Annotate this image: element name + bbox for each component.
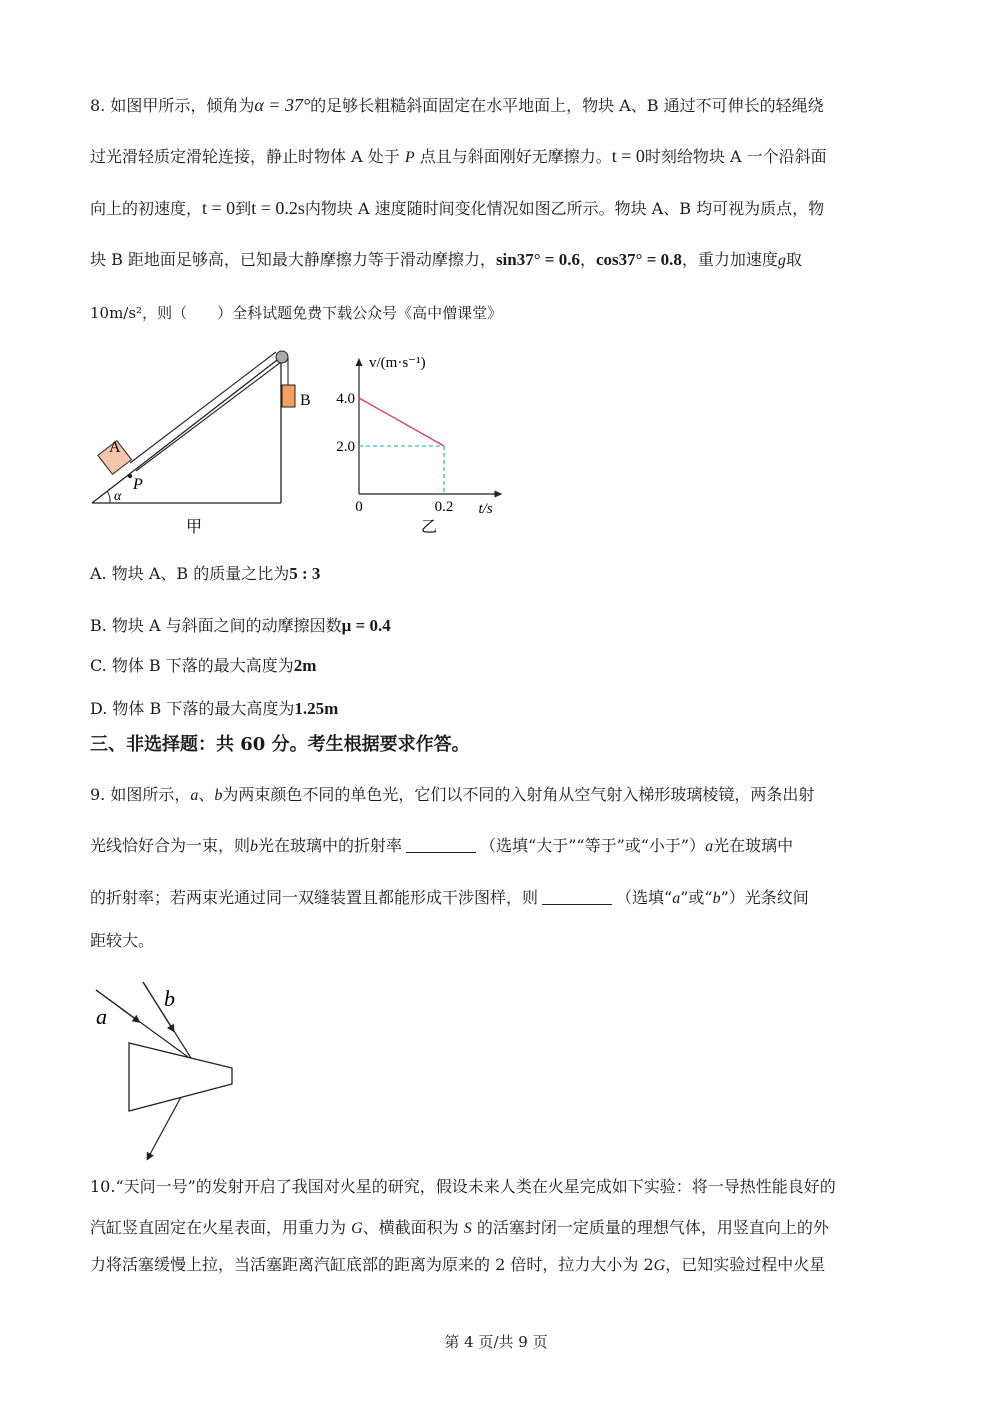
option-b-math: μ = 0.4 <box>341 616 391 635</box>
text: 时刻给物块 A 一个沿斜面 <box>644 147 827 166</box>
y-axis-label: v/(m·s⁻¹) <box>369 355 426 371</box>
y-tick-label: 2.0 <box>336 439 355 455</box>
x-axis-label: t/s <box>478 501 493 517</box>
option-a-math: 5 : 3 <box>289 564 321 583</box>
q8-line-1 <box>90 93 824 118</box>
q10-line-2 <box>90 1216 829 1241</box>
option-a-text: A. 物块 A、B 的质量之比为 <box>90 564 290 583</box>
q8-line-3 <box>90 196 824 221</box>
figure-prism <box>88 980 248 1165</box>
q9-line-1 <box>90 783 814 808</box>
text: ，重力加速度 <box>681 250 778 269</box>
math-b: b <box>250 838 259 855</box>
option-a <box>90 562 320 586</box>
page-footer: 第 4 页/共 9 页 <box>444 1333 548 1351</box>
text: （选填“ <box>616 888 673 907</box>
math-t02: t = 0.2s <box>251 198 305 218</box>
math-t0: t = 0 <box>202 198 236 218</box>
math-t0: t = 0 <box>611 146 645 166</box>
math-g: g <box>777 252 786 269</box>
x-axis-arrow <box>495 491 503 498</box>
option-c-text: C. 物体 B 下落的最大高度为 <box>90 656 294 675</box>
rope-incline-2 <box>136 362 281 471</box>
text: 的折射率；若两束光通过同一双缝装置且都能形成干涉图样，则 <box>90 888 539 907</box>
text: 汽缸竖直固定在火星表面，用重力为 <box>90 1218 352 1237</box>
text: 力将活塞缓慢上拉，当活塞距离汽缸底部的距离为原来的 2 倍时，拉力大小为 2 <box>90 1255 654 1274</box>
series-line <box>359 398 444 446</box>
answer-blank-1[interactable] <box>406 836 476 853</box>
math-a: a <box>705 838 714 855</box>
option-c <box>90 654 316 678</box>
q9-line-2 <box>90 834 793 859</box>
text: 、横截面积为 <box>362 1218 464 1237</box>
block-b <box>282 385 295 407</box>
option-b <box>90 614 391 638</box>
q8-line-2 <box>90 144 827 170</box>
text: 、 <box>198 785 215 804</box>
text: 光在玻璃中 <box>713 836 794 855</box>
text: 到 <box>235 199 252 218</box>
text: 三、非选择题：共 <box>90 734 241 755</box>
caption-yi: 乙 <box>421 517 438 536</box>
text: 为两束颜色不同的单色光，它们以不同的入射角从空气射入梯形玻璃棱镜，两条出射 <box>222 785 815 804</box>
angle-arc <box>107 491 110 503</box>
rope-incline <box>130 352 276 463</box>
text: 9. 如图所示， <box>90 785 191 804</box>
text: 的足够长粗糙斜面固定在水平地面上，物块 A、B 通过不可伸长的轻绳绕 <box>310 96 824 115</box>
text: 8. 如图甲所示，倾角为 <box>90 96 255 115</box>
text: 内物块 A 速度随时间变化情况如图乙所示。物块 A、B 均可视为质点，物 <box>304 199 825 218</box>
x-tick-label: 0 <box>355 499 363 515</box>
text: ”或“ <box>680 888 713 907</box>
answer-blank-2[interactable] <box>542 888 612 905</box>
caption-jia: 甲 <box>186 517 203 536</box>
x-tick-label: 0.2 <box>434 499 454 515</box>
text: 块 B 距地面足够高，已知最大静摩擦力等于滑动摩擦力， <box>90 250 496 269</box>
option-d-text: D. 物体 B 下落的最大高度为 <box>90 699 295 718</box>
q8-line-4 <box>90 248 802 273</box>
section-heading <box>90 733 470 757</box>
q8-line-5: 10m/s²，则（ ）全科试题免费下载公众号《高中僧课堂》 <box>90 304 503 322</box>
text: 光线恰好合为一束，则 <box>90 836 251 855</box>
ray-exit <box>148 1097 181 1158</box>
option-b-text: B. 物块 A 与斜面之间的动摩擦因数 <box>90 616 342 635</box>
text: 光在玻璃中的折射率 <box>258 836 403 855</box>
math-alpha: α = 37° <box>254 95 311 115</box>
y-tick-label: 4.0 <box>336 391 355 407</box>
pulley-icon <box>276 351 288 363</box>
math-s: S <box>463 1220 472 1237</box>
text: ”）光条纹间 <box>720 888 809 907</box>
text: ，已知实验过程中火星 <box>665 1255 826 1274</box>
label-p: P <box>133 476 143 493</box>
math-g: G <box>351 1220 363 1237</box>
label-a: A <box>109 439 121 456</box>
y-axis-arrow <box>356 358 363 366</box>
label-b: b <box>164 986 175 1011</box>
label-alpha: α <box>114 489 122 504</box>
label-a: a <box>96 1004 107 1029</box>
math-g: G <box>653 1257 666 1274</box>
text: （选填“大于”“等于”或“小于”） <box>480 836 706 855</box>
text: 分。考生根据要求作答。 <box>265 734 470 755</box>
q9-line-3 <box>90 886 809 911</box>
math-cos: cos37° = 0.8 <box>595 250 682 269</box>
math-b: b <box>712 890 721 907</box>
point-p-dot <box>128 474 132 478</box>
math-b: b <box>214 787 223 804</box>
math-a: a <box>190 787 199 804</box>
text: 60 <box>240 734 266 755</box>
text: 点且与斜面刚好无摩擦力。 <box>414 147 612 166</box>
point-p: P <box>404 149 415 166</box>
text: 取 <box>785 250 802 269</box>
option-d <box>90 697 338 721</box>
math-sin: sin37° = 0.6 <box>495 250 580 269</box>
figure-yi-chart <box>325 345 540 540</box>
math-a: a <box>672 890 681 907</box>
label-b: B <box>300 392 311 409</box>
text: ， <box>579 250 596 269</box>
figure-jia <box>88 345 328 540</box>
option-d-math: 1.25m <box>294 699 339 718</box>
text: 的活塞封闭一定质量的理想气体，用竖直向上的外 <box>471 1218 829 1237</box>
q9-line-4: 距较大。 <box>90 931 155 950</box>
q10-line-1: 10.“天问一号”的发射开启了我国对火星的研究，假设未来人类在火星完成如下实验：将一导热性能良好的 <box>90 1177 836 1196</box>
incline-line <box>92 357 281 503</box>
text: 过光滑轻质定滑轮连接，静止时物体 A 处于 <box>90 147 405 166</box>
prism-trapezoid <box>129 1043 232 1111</box>
text: 向上的初速度， <box>90 199 203 218</box>
q10-line-3 <box>90 1253 825 1278</box>
option-c-math: 2m <box>293 656 317 675</box>
